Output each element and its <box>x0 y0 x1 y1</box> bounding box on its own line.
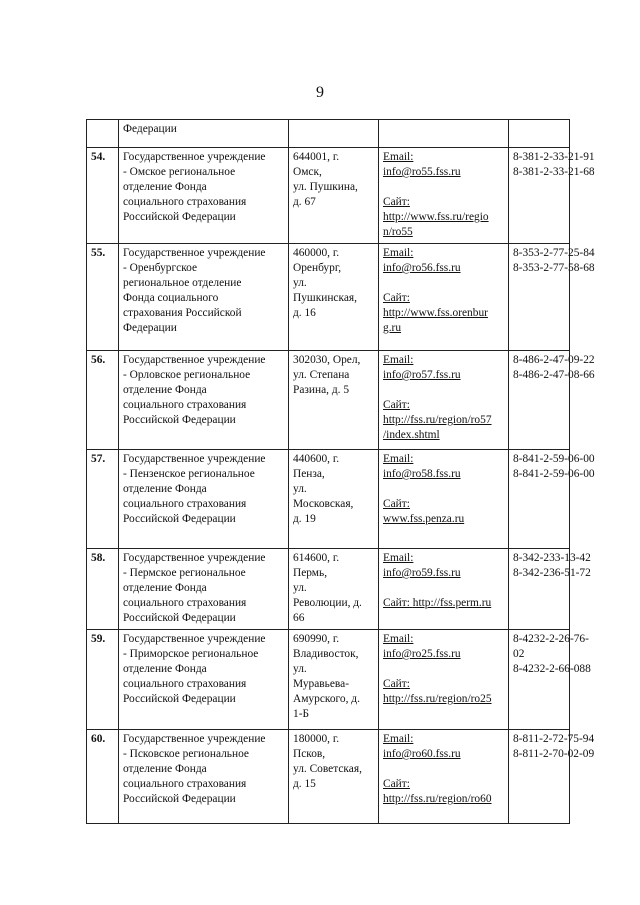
org-name-line: Российской Федерации <box>123 793 236 805</box>
email-label: Email: <box>383 354 414 366</box>
org-name-line: Федерации <box>123 322 177 334</box>
phone-number: 8-353-2-77-25-84 <box>513 247 595 259</box>
org-name-line: Государственное учреждение <box>123 633 266 645</box>
phones-cell <box>509 450 595 549</box>
org-name-line: Государственное учреждение <box>123 354 266 366</box>
address-cell <box>289 450 379 549</box>
row-number: 54. <box>87 148 119 244</box>
spacer <box>383 383 504 398</box>
phone-number: 8-486-2-47-09-22 <box>513 354 595 366</box>
row-number: 60. <box>87 730 119 824</box>
email-link[interactable]: info@ro56.fss.ru <box>383 262 461 274</box>
phones-cell <box>509 148 595 244</box>
email-link[interactable]: info@ro58.fss.ru <box>383 468 461 480</box>
address-line: ул. Пушкина, <box>293 181 358 193</box>
phone-number: 02 <box>513 648 525 660</box>
spacer <box>383 581 504 596</box>
org-name-line: социального страхования <box>123 778 247 790</box>
website-link[interactable]: n/ro55 <box>383 226 413 238</box>
org-name-line: Государственное учреждение <box>123 151 266 163</box>
address-line: 180000, г. <box>293 733 340 745</box>
table-row <box>87 730 570 824</box>
address-line: 690990, г. <box>293 633 340 645</box>
row-number: 55. <box>87 244 119 351</box>
email-label: Email: <box>383 633 414 645</box>
spacer <box>383 180 504 195</box>
table-row <box>87 244 570 351</box>
org-name-line: Российской Федерации <box>123 513 236 525</box>
phone-number: 8-841-2-59-06-00 <box>513 468 595 480</box>
org-name-line: региональное отделение <box>123 277 242 289</box>
org-name-line: отделение Фонда <box>123 483 207 495</box>
email-link[interactable]: info@ro59.fss.ru <box>383 567 461 579</box>
website-link[interactable]: http://fss.perm.ru <box>412 597 492 609</box>
website-line <box>383 596 504 611</box>
address-line: Амурского, д. <box>293 693 360 705</box>
org-name-line: - Орловское региональное <box>123 369 251 381</box>
address-line: Революции, д. <box>293 597 362 609</box>
phone-number: 8-4232-2-26-76- <box>513 633 589 645</box>
website-link[interactable]: http://fss.ru/region/ro60 <box>383 793 492 805</box>
email-link[interactable]: info@ro57.fss.ru <box>383 369 461 381</box>
address-cell <box>289 120 379 148</box>
phone-number: 8-381-2-33-21-91 <box>513 151 595 163</box>
phone-number: 8-811-2-70-02-09 <box>513 748 595 760</box>
phone-number: 8-486-2-47-08-66 <box>513 369 595 381</box>
row-number: 57. <box>87 450 119 549</box>
website-link[interactable]: g.ru <box>383 322 402 334</box>
website-label: Сайт: <box>383 597 410 609</box>
address-line: д. 19 <box>293 513 316 525</box>
address-line: 614600, г. <box>293 552 340 564</box>
address-line: ул. <box>293 582 307 594</box>
org-name-line: Государственное учреждение <box>123 733 266 745</box>
address-line: 1-Б <box>293 708 310 720</box>
email-label: Email: <box>383 247 414 259</box>
address-line: Псков, <box>293 748 326 760</box>
email-link[interactable]: info@ro25.fss.ru <box>383 648 461 660</box>
table-row <box>87 351 570 450</box>
org-name-line: Российской Федерации <box>123 612 236 624</box>
table-row <box>87 450 570 549</box>
website-label: Сайт: <box>383 678 410 690</box>
phone-number: 8-841-2-59-06-00 <box>513 453 595 465</box>
address-line: Владивосток, <box>293 648 359 660</box>
contacts-cell <box>379 120 509 148</box>
page-number: 9 <box>316 84 324 101</box>
org-name-cell <box>119 244 289 351</box>
phone-number: 8-353-2-77-58-68 <box>513 262 595 274</box>
org-name-line: Российской Федерации <box>123 211 236 223</box>
website-label: Сайт: <box>383 196 410 208</box>
address-line: д. 16 <box>293 307 316 319</box>
org-name-line: социального страхования <box>123 678 247 690</box>
phone-number: 8-4232-2-66-088 <box>513 663 591 675</box>
address-cell <box>289 244 379 351</box>
email-label: Email: <box>383 733 414 745</box>
row-number-cell <box>87 120 119 148</box>
org-name-line: Государственное учреждение <box>123 552 266 564</box>
email-label: Email: <box>383 552 414 564</box>
phones-cell <box>509 351 595 450</box>
phone-number: 8-342-236-51-72 <box>513 567 591 579</box>
org-name-line: Фонда социального <box>123 292 219 304</box>
org-name-line: отделение Фонда <box>123 181 207 193</box>
row-number: 56. <box>87 351 119 450</box>
address-line: 460000, г. <box>293 247 340 259</box>
table-row <box>87 549 570 630</box>
address-cell <box>289 351 379 450</box>
address-line: ул. Советская, <box>293 763 362 775</box>
org-name-cell <box>119 730 289 824</box>
website-label: Сайт: <box>383 292 410 304</box>
address-line: Разина, д. 5 <box>293 384 350 396</box>
org-name-cell: Федерации <box>119 120 289 148</box>
address-line: 302030, Орел, <box>293 354 361 366</box>
org-name-cell <box>119 450 289 549</box>
website-label: Сайт: <box>383 778 410 790</box>
phone-number: 8-811-2-72-75-94 <box>513 733 595 745</box>
phone-number: 8-342-233-13-42 <box>513 552 591 564</box>
address-line: Омск, <box>293 166 322 178</box>
org-name-line: - Пермское региональное <box>123 567 246 579</box>
contacts-cell <box>379 730 509 824</box>
org-name-line: социального страхования <box>123 399 247 411</box>
address-line: д. 67 <box>293 196 316 208</box>
address-line: ул. <box>293 277 307 289</box>
phones-cell <box>509 244 595 351</box>
website-label: Сайт: <box>383 399 410 411</box>
org-name-line: - Приморское региональное <box>123 648 259 660</box>
row-number: 59. <box>87 630 119 730</box>
table-row <box>87 630 570 730</box>
org-name-line: Государственное учреждение <box>123 453 266 465</box>
table-row-continuation <box>87 120 570 148</box>
org-name-line: отделение Фонда <box>123 663 207 675</box>
website-link[interactable]: http://fss.ru/region/ro25 <box>383 693 492 705</box>
org-name-line: социального страхования <box>123 498 247 510</box>
address-cell <box>289 549 379 630</box>
contacts-cell <box>379 549 509 630</box>
phones-cell <box>509 120 570 148</box>
spacer <box>383 482 504 497</box>
contacts-cell <box>379 244 509 351</box>
address-line: Муравьева- <box>293 678 349 690</box>
address-line: ул. <box>293 483 307 495</box>
phone-number: 8-381-2-33-21-68 <box>513 166 595 178</box>
org-name-line: Государственное учреждение <box>123 247 266 259</box>
address-cell <box>289 630 379 730</box>
org-name-line: социального страхования <box>123 196 247 208</box>
address-line: ул. Степана <box>293 369 350 381</box>
org-name-line: Российской Федерации <box>123 693 236 705</box>
address-line: 66 <box>293 612 305 624</box>
org-name-line: Российской Федерации <box>123 414 236 426</box>
address-line: 644001, г. <box>293 151 340 163</box>
table-row <box>87 148 570 244</box>
address-cell <box>289 730 379 824</box>
org-name-line: отделение Фонда <box>123 582 207 594</box>
address-line: Пушкинская, <box>293 292 357 304</box>
address-line: д. 15 <box>293 778 316 790</box>
org-name-line: страхования Российской <box>123 307 242 319</box>
org-name-line: - Пензенское региональное <box>123 468 255 480</box>
email-label: Email: <box>383 151 414 163</box>
org-name-line: отделение Фонда <box>123 384 207 396</box>
email-link[interactable]: info@ro60.fss.ru <box>383 748 461 760</box>
website-link[interactable]: http://www.fss.ru/regio <box>383 211 489 223</box>
address-line: Московская, <box>293 498 354 510</box>
website-link[interactable]: /index.shtml <box>383 429 440 441</box>
org-name-line: социального страхования <box>123 597 247 609</box>
row-number: 58. <box>87 549 119 630</box>
contacts-cell <box>379 630 509 730</box>
org-name-cell <box>119 549 289 630</box>
address-line: 440600, г. <box>293 453 340 465</box>
org-name-line: - Омское региональное <box>123 166 236 178</box>
email-link[interactable]: info@ro55.fss.ru <box>383 166 461 178</box>
website-label: Сайт: <box>383 498 410 510</box>
contacts-cell <box>379 148 509 244</box>
address-line: ул. <box>293 663 307 675</box>
phones-cell <box>509 549 591 630</box>
org-name-cell <box>119 148 289 244</box>
contacts-cell <box>379 351 509 450</box>
org-name-line: - Оренбургское <box>123 262 198 274</box>
spacer <box>383 762 504 777</box>
spacer <box>383 662 504 677</box>
org-name-cell <box>119 630 289 730</box>
contacts-cell <box>379 450 509 549</box>
address-line: Пенза, <box>293 468 325 480</box>
spacer <box>383 276 504 291</box>
address-line: Оренбург, <box>293 262 342 274</box>
address-cell <box>289 148 379 244</box>
fss-branches-table <box>86 119 595 824</box>
org-name-line: отделение Фонда <box>123 763 207 775</box>
email-label: Email: <box>383 453 414 465</box>
website-link[interactable]: http://www.fss.orenbur <box>383 307 488 319</box>
website-link[interactable]: http://fss.ru/region/ro57 <box>383 414 492 426</box>
phones-cell <box>509 630 591 730</box>
address-line: Пермь, <box>293 567 328 579</box>
org-name-line: - Псковское региональное <box>123 748 249 760</box>
phones-cell <box>509 730 595 824</box>
website-link[interactable]: www.fss.penza.ru <box>383 513 465 525</box>
org-name-cell <box>119 351 289 450</box>
